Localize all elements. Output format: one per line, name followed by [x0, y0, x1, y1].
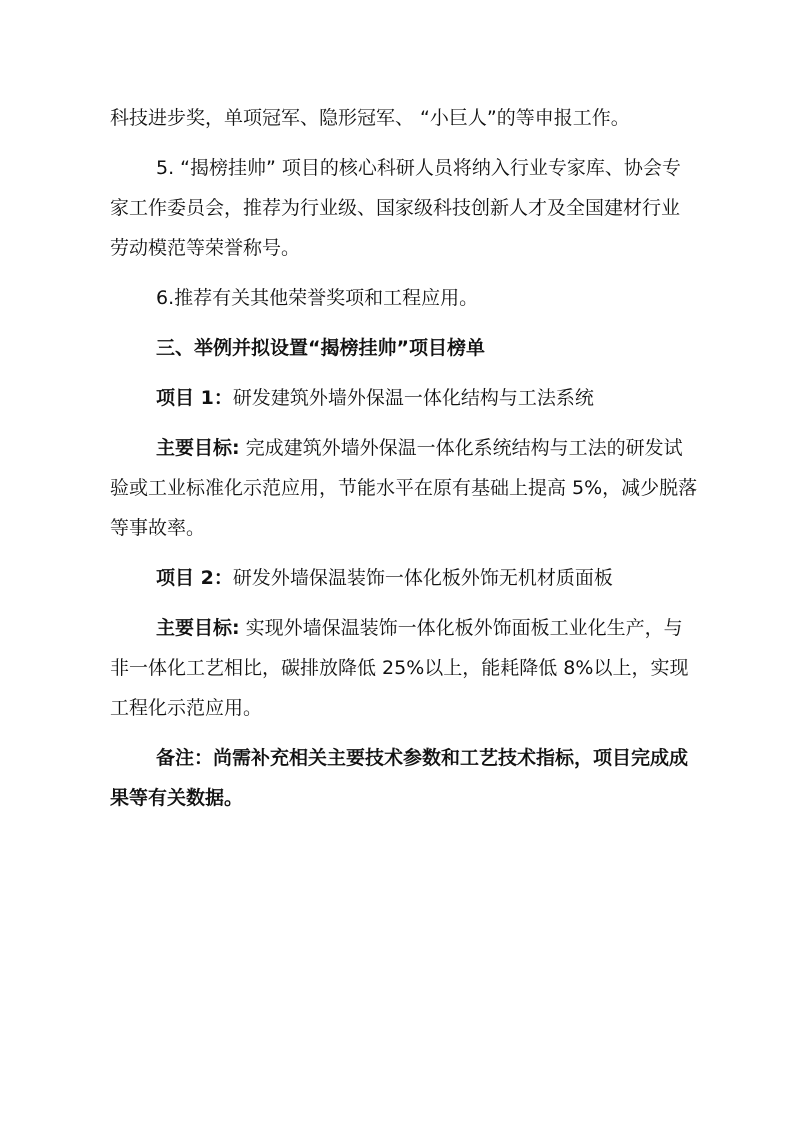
project-2-goal-label: 主要目标: — [156, 617, 240, 639]
project-1-goal-text: 完成建筑外墙外保温一体化系统结构与工法的研发试验或工业标准化示范应用，节能水平在原有基础上提高 5%，减少脱落等事故率。 — [110, 437, 698, 539]
project-2-label: 项目 2： — [156, 567, 233, 589]
project-2-title — [110, 558, 698, 598]
project-1-goal-label: 主要目标: — [156, 437, 240, 459]
project-1-label: 项目 1： — [156, 387, 233, 409]
document-body — [110, 98, 698, 818]
project-1-text: 研发建筑外墙外保温一体化结构与工法系统 — [232, 387, 594, 409]
project-1-goal — [110, 428, 698, 548]
note-paragraph: 备注：尚需补充相关主要技术参数和工艺技术指标，项目完成成果等有关数据。 — [110, 747, 689, 809]
paragraph-awards-continued: 科技进步奖，单项冠军、隐形冠军、 “小巨人”的等申报工作。 — [110, 107, 630, 129]
project-1-title — [110, 378, 698, 418]
paragraph-item-5: 5. “揭榜挂帅” 项目的核心科研人员将纳入行业专家库、协会专家工作委员会，推荐为行业级、国家级科技创新人才及全国建材行业劳动模范等荣誉称号。 — [110, 157, 681, 259]
project-2-goal-text: 实现外墙保温装饰一体化板外饰面板工业化生产，与非一体化工艺相比，碳排放降低 25%以上，能耗降低 8%以上，实现工程化示范应用。 — [110, 617, 689, 719]
paragraph-item-6: 6.推荐有关其他荣誉奖项和工程应用。 — [156, 287, 479, 309]
section-heading: 三、举例并拟设置“揭榜挂帅”项目榜单 — [156, 337, 485, 359]
project-2-goal — [110, 608, 698, 728]
project-2-text: 研发外墙保温装饰一体化板外饰无机材质面板 — [232, 567, 613, 589]
